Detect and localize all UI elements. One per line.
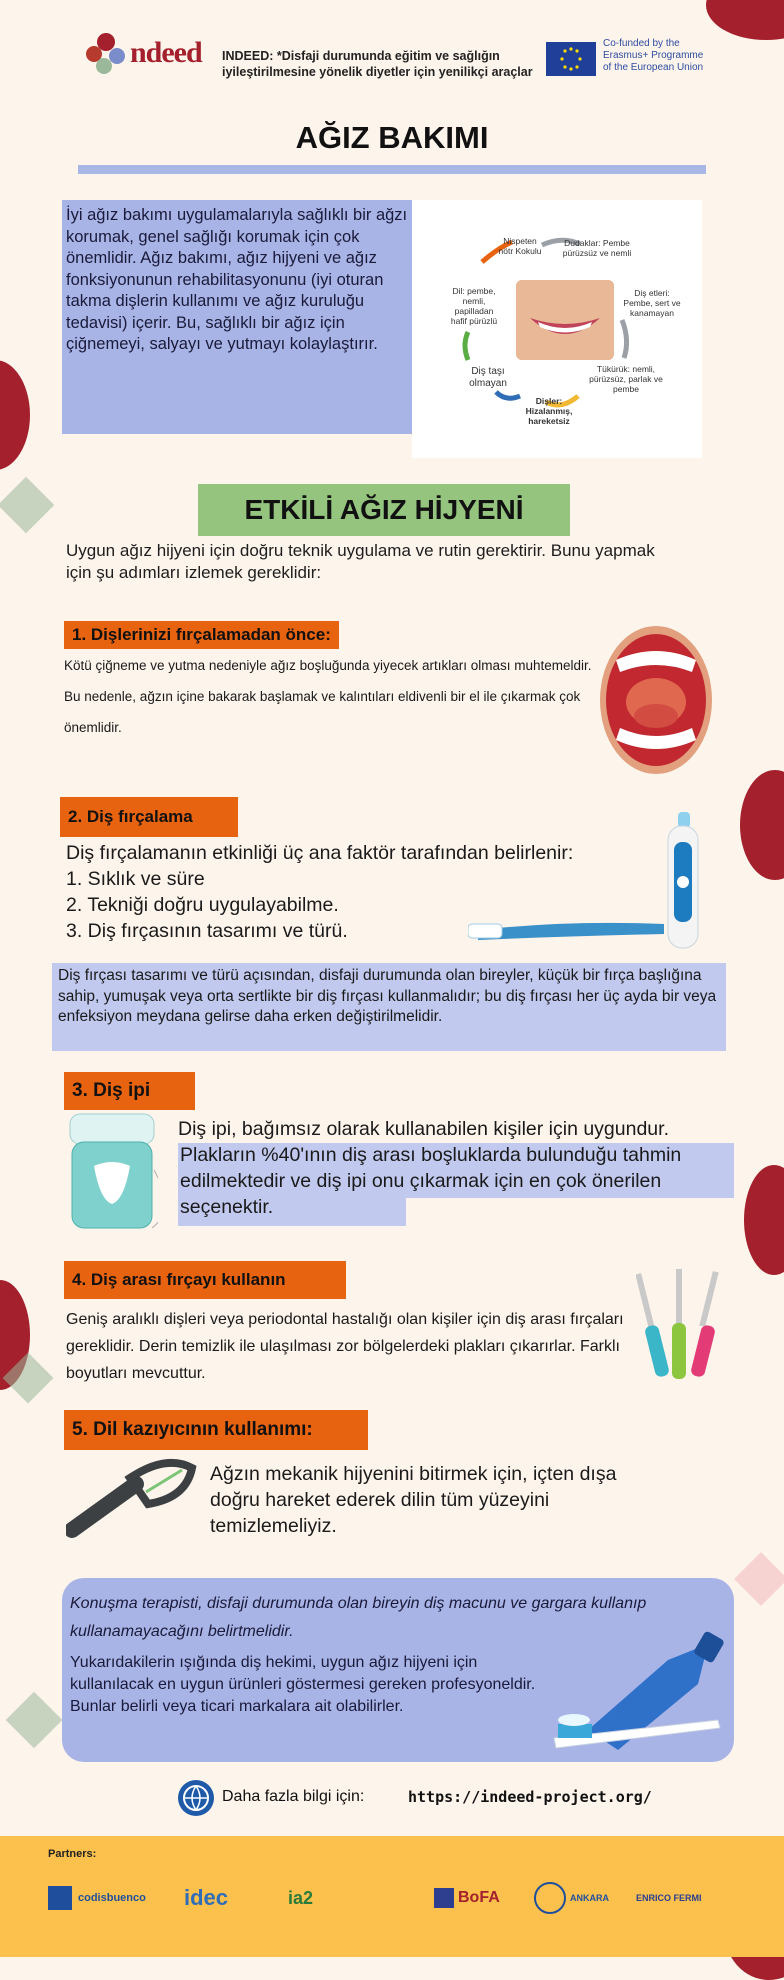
- step2-item-3: 3. Diş fırçasının tasarımı ve türü.: [66, 920, 348, 942]
- title-divider: [78, 165, 706, 174]
- decor-blob-right-2: [744, 1165, 784, 1275]
- section-lead: Uygun ağız hijyeni için doğru teknik uygulama ve rutin gerektirir. Bunu yapmak için şu adımları izlemek gereklidir:: [66, 541, 655, 582]
- toothbrush-image: [468, 812, 704, 952]
- project-link[interactable]: https://indeed-project.org/: [408, 1788, 652, 1806]
- cycle-label-gums: Diş etleri: Pembe, sert ve kanamayan: [623, 288, 681, 318]
- step5-title: 5. Dil kazıyıcının kullanımı:: [64, 1410, 368, 1450]
- tongue-scraper-image: [66, 1454, 206, 1542]
- step2-title: 2. Diş fırçalama: [60, 797, 238, 837]
- step3-text: Plakların %40'ının diş arası boşluklarda bulunduğu tahmin edilmektedir ve diş ipi onu çıkarmak için en çok önerilen seçenektir.: [180, 1144, 682, 1218]
- step2-item-2: 2. Tekniği doğru uygulayabilme.: [66, 894, 339, 916]
- step5-text: Ağzın mekanik hijyenini bitirmek için, içten dışa doğru hareket ederek dilin tüm yüzeyini temizlemeliyiz.: [210, 1463, 617, 1537]
- step4-text: Geniş aralıklı dişleri veya periodontal hastalığı olan kişiler için diş arası fırçaları gereklidir. Derin temizlik ile ulaşılması zor bölgelerdeki plakları çıkarırlar. Farklı boyutları mevcuttur.: [66, 1311, 624, 1382]
- cycle-label-tongue: Dil: pembe, nemli, papilladan hafif pürüzlü: [450, 286, 498, 326]
- decor-square: [734, 1552, 784, 1606]
- intro-text: İyi ağız bakımı uygulamalarıyla sağlıklı bir ağzı korumak, genel sağlığı korumak için çok önemlidir. Ağız bakımı, ağız hijyeni ve ağız fonksiyonunun rehabilitasyonunu (iyi oturan takma dişlerin kullanımı ve ağız kuruluğu tedavisi) içerir. Bu, sağlıklı bir ağız için çiğnemeyi, salyayı ve yutmayı kolaylaştırır.: [66, 206, 408, 353]
- step2-item-1: 1. Sıklık ve süre: [66, 868, 205, 890]
- open-mouth-image: [596, 620, 716, 780]
- step2-intro: Diş fırçalamanın etkinliği üç ana faktör tarafından belirlenir:: [66, 842, 574, 864]
- globe-icon: [178, 1780, 214, 1816]
- partner-logo-ia2: ia2: [288, 1887, 314, 1908]
- dentist-note: Yukarıdakilerin ışığında diş hekimi, uygun ağız hijyeni için kullanılacak en uygun ürünleri göstermesi gereken profesyoneldir. Bunlar belirli veya ticari markalara ait olabilirler.: [70, 1654, 536, 1715]
- dental-floss-image: [66, 1110, 158, 1234]
- more-info-label: Daha fazla bilgi için:: [222, 1788, 365, 1805]
- partner-logo-ankara: ANKARA: [534, 1880, 609, 1916]
- partner-logo-idec: idec: [184, 1885, 229, 1910]
- cycle-label-saliva: Tükürük: nemli, pürüzsüz, parlak ve pembe: [589, 364, 663, 394]
- cycle-label-teeth: Dişler: Hizalanmış, hareketsiz: [525, 396, 573, 426]
- cycle-label-tartar: Diş taşı olmayan: [469, 366, 507, 389]
- flower-logo-icon: [84, 28, 130, 78]
- toothpaste-image: [548, 1620, 728, 1760]
- decor-blob-top-right: [706, 0, 784, 40]
- logo-text: ndeed: [130, 36, 202, 69]
- partner-logo-enrico-fermi: ENRICO FERMI: [636, 1893, 702, 1903]
- step3-intro: Diş ipi, bağımsız olarak kullanabilen kişiler için uygundur.: [178, 1118, 669, 1140]
- cycle-label-lips: Dudaklar: Pembe pürüzsüz ve nemli: [562, 238, 632, 258]
- decor-blob-left-1: [0, 360, 30, 470]
- step2-note: Diş fırçası tasarımı ve türü açısından, disfaji durumunda olan bireyler, küçük bir fırça başlığına sahip, yumuşak veya orta sertlikte bir diş fırçası kullanmalıdır; bu diş fırçası her üç ayda bir veya enfeksiyon meydana gelirse daha erken değiştirilmelidir.: [58, 967, 717, 1025]
- indeed-logo: [84, 28, 214, 78]
- partners-label: Partners:: [48, 1848, 97, 1860]
- decor-square: [6, 1692, 63, 1749]
- step1-text: Kötü çiğneme ve yutma nedeniyle ağız boşluğunda yiyecek artıkları olması muhtemeldir. Bu nedenle, ağzın içine bakarak başlamak ve kalıntıları eldivenli bir el ile çıkarmak çok önemlidir.: [64, 658, 592, 735]
- decor-square: [0, 477, 54, 534]
- interdental-brushes-image: [636, 1265, 726, 1385]
- step3-title: 3. Diş ipi: [64, 1072, 195, 1110]
- decor-blob-right-1: [740, 770, 784, 880]
- step1-title: 1. Dişlerinizi fırçalamadan önce:: [64, 621, 339, 649]
- therapist-note: Konuşma terapisti, disfaji durumunda olan bireyin diş macunu ve gargara kullanıp kullanamayacağını belirtmelidir.: [70, 1595, 647, 1640]
- eu-cofunded-text: Co-funded by the Erasmus+ Programme of the European Union: [603, 38, 704, 73]
- healthy-mouth-diagram: [412, 200, 702, 458]
- step4-title: 4. Diş arası fırçayı kullanın: [64, 1261, 346, 1299]
- partner-logo-bofa: BoFA: [434, 1880, 500, 1916]
- page-title: AĞIZ BAKIMI: [295, 120, 489, 155]
- eu-flag-icon: [546, 42, 596, 76]
- section-title: ETKİLİ AĞIZ HİJYENİ: [244, 494, 524, 525]
- cycle-label-smell: Nispeten nötr Kokulu: [498, 236, 542, 256]
- header-title: INDEED: *Disfaji durumunda eğitim ve sağlığın iyileştirilmesine yönelik diyetler için yenilikçi araçlar: [222, 49, 533, 79]
- partner-logo-codisbuenco: codisbuenco: [48, 1880, 146, 1916]
